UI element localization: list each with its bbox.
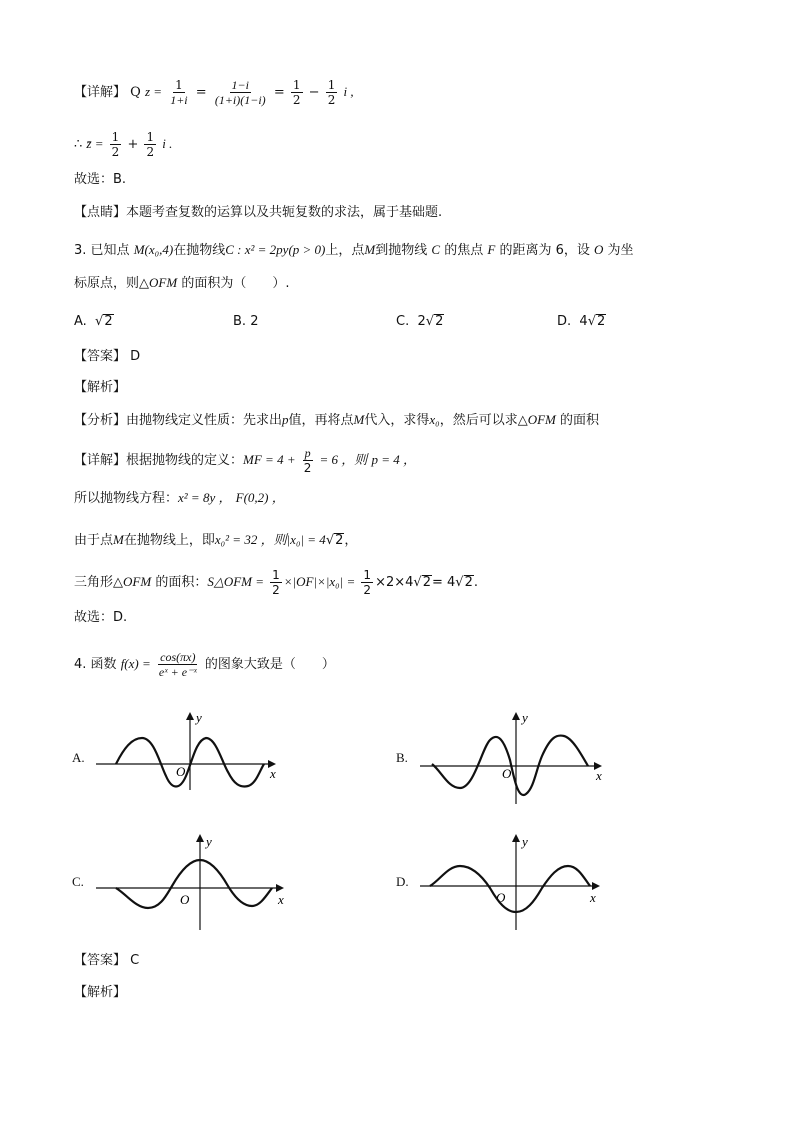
fraction-1: $\frac{1}{1+i}$ bbox=[170, 78, 188, 107]
q3-answer: 【答案】 D bbox=[74, 349, 141, 364]
graph-c-x-label: x bbox=[278, 892, 284, 907]
q3-option-a: A. √2 bbox=[74, 314, 113, 329]
fraction-4: $\frac{1}{2}$ bbox=[327, 78, 336, 107]
q3-line-2: 标原点，则△OFM 的面积为（ ）. bbox=[74, 275, 290, 291]
graph-b-x-label: x bbox=[596, 768, 602, 783]
graph-c-label: C. bbox=[72, 874, 84, 889]
tail: i , bbox=[343, 84, 354, 99]
graph-b-y-label: y bbox=[522, 710, 528, 725]
q3-fenxi: 【分析】由抛物线定义性质：先求出p值，再将点M代入，求得x₀，然后可以求△OFM 的面积 bbox=[74, 412, 600, 428]
q3-option-c: C. 2√2 bbox=[396, 314, 444, 329]
q4-answer: 【答案】 C bbox=[74, 953, 140, 968]
graph-b bbox=[420, 708, 612, 808]
q3-area-line: 三角形△OFM 的面积：S△OFM = $\frac{1}{2}$ ×|OF|×|x₀| = $\frac{1}{2}$ ×2×4√2= 4√2. bbox=[74, 568, 478, 597]
graph-d-x-label: x bbox=[590, 890, 596, 905]
therefore-symbol: ∴ bbox=[74, 137, 83, 152]
graph-c-y-label: y bbox=[206, 834, 212, 849]
comment-text: 本题考查复数的运算以及共轭复数的求法，属于基础题. bbox=[126, 205, 443, 220]
graph-d bbox=[420, 830, 612, 932]
graph-d-label: D. bbox=[396, 874, 409, 889]
detail-tag: 【详解】 bbox=[74, 85, 127, 100]
graph-a-label: A. bbox=[72, 750, 85, 765]
minus: − bbox=[308, 85, 320, 100]
equals: = bbox=[195, 85, 207, 100]
q3-option-b: B. 2 bbox=[233, 314, 259, 329]
q3-answer-line: 故选：D. bbox=[74, 610, 128, 625]
q3-line-1: 3. 已知点 M(x₀,4)在抛物线C : x² = 2py(p > 0)上，点M到抛物线 C 的焦点 F 的距离为 6，设 O 为坐 bbox=[74, 242, 634, 258]
q3-analysis-tag: 【解析】 bbox=[74, 380, 127, 395]
fraction-2: $\frac{1}{2}$ bbox=[146, 130, 155, 159]
comment-tag: 【点睛】 bbox=[74, 205, 127, 220]
graph-a-origin: O bbox=[176, 764, 186, 779]
fraction-1: $\frac{1}{2}$ bbox=[111, 130, 120, 159]
graph-a-y-label: y bbox=[196, 710, 202, 725]
graph-b-label: B. bbox=[396, 750, 408, 765]
graph-b-origin: O bbox=[502, 766, 512, 781]
conjugate-line bbox=[74, 130, 172, 159]
tail: i . bbox=[162, 136, 173, 151]
graph-c-origin: O bbox=[180, 892, 190, 907]
q4-analysis-tag: 【解析】 bbox=[74, 985, 127, 1000]
graph-d-y-label: y bbox=[522, 834, 528, 849]
q3-xiangjie: 【详解】根据抛物线的定义：MF = 4 + $\frac{p}{2}$ = 6 ，则 p = 4 ， bbox=[74, 446, 416, 475]
answer-line-1: 故选：B. bbox=[74, 172, 127, 187]
fraction-2: $\frac{1-i}{(1+i)(1-i)}$ bbox=[214, 78, 266, 107]
q3-option-d: D. 4√2 bbox=[557, 314, 606, 329]
detail-line-1 bbox=[74, 78, 354, 107]
q-symbol: Q bbox=[130, 85, 141, 100]
equals: = bbox=[273, 85, 285, 100]
plus: + bbox=[127, 137, 139, 152]
z-eq: z = bbox=[144, 84, 163, 99]
zbar-eq: z̄ = bbox=[86, 136, 104, 151]
graph-a-x-label: x bbox=[270, 766, 276, 781]
q4-stem: 4. 函数 f(x) = $\frac{\cos(\pi x)}{\text{eˣ + e⁻ˣ}}$ 的图象大致是（ ） bbox=[74, 650, 335, 679]
graph-a bbox=[96, 708, 288, 794]
graph-c bbox=[96, 830, 296, 932]
graph-d-origin: O bbox=[496, 890, 506, 905]
q3-parabola-eq: 所以抛物线方程：x² = 8y ， F(0,2) ， bbox=[74, 490, 285, 506]
comment-line bbox=[74, 203, 442, 223]
fraction-3: $\frac{1}{2}$ bbox=[292, 78, 301, 107]
q3-m-line: 由于点M在抛物线上，即x₀² = 32 ，则|x₀| = 4√2， bbox=[74, 532, 358, 548]
